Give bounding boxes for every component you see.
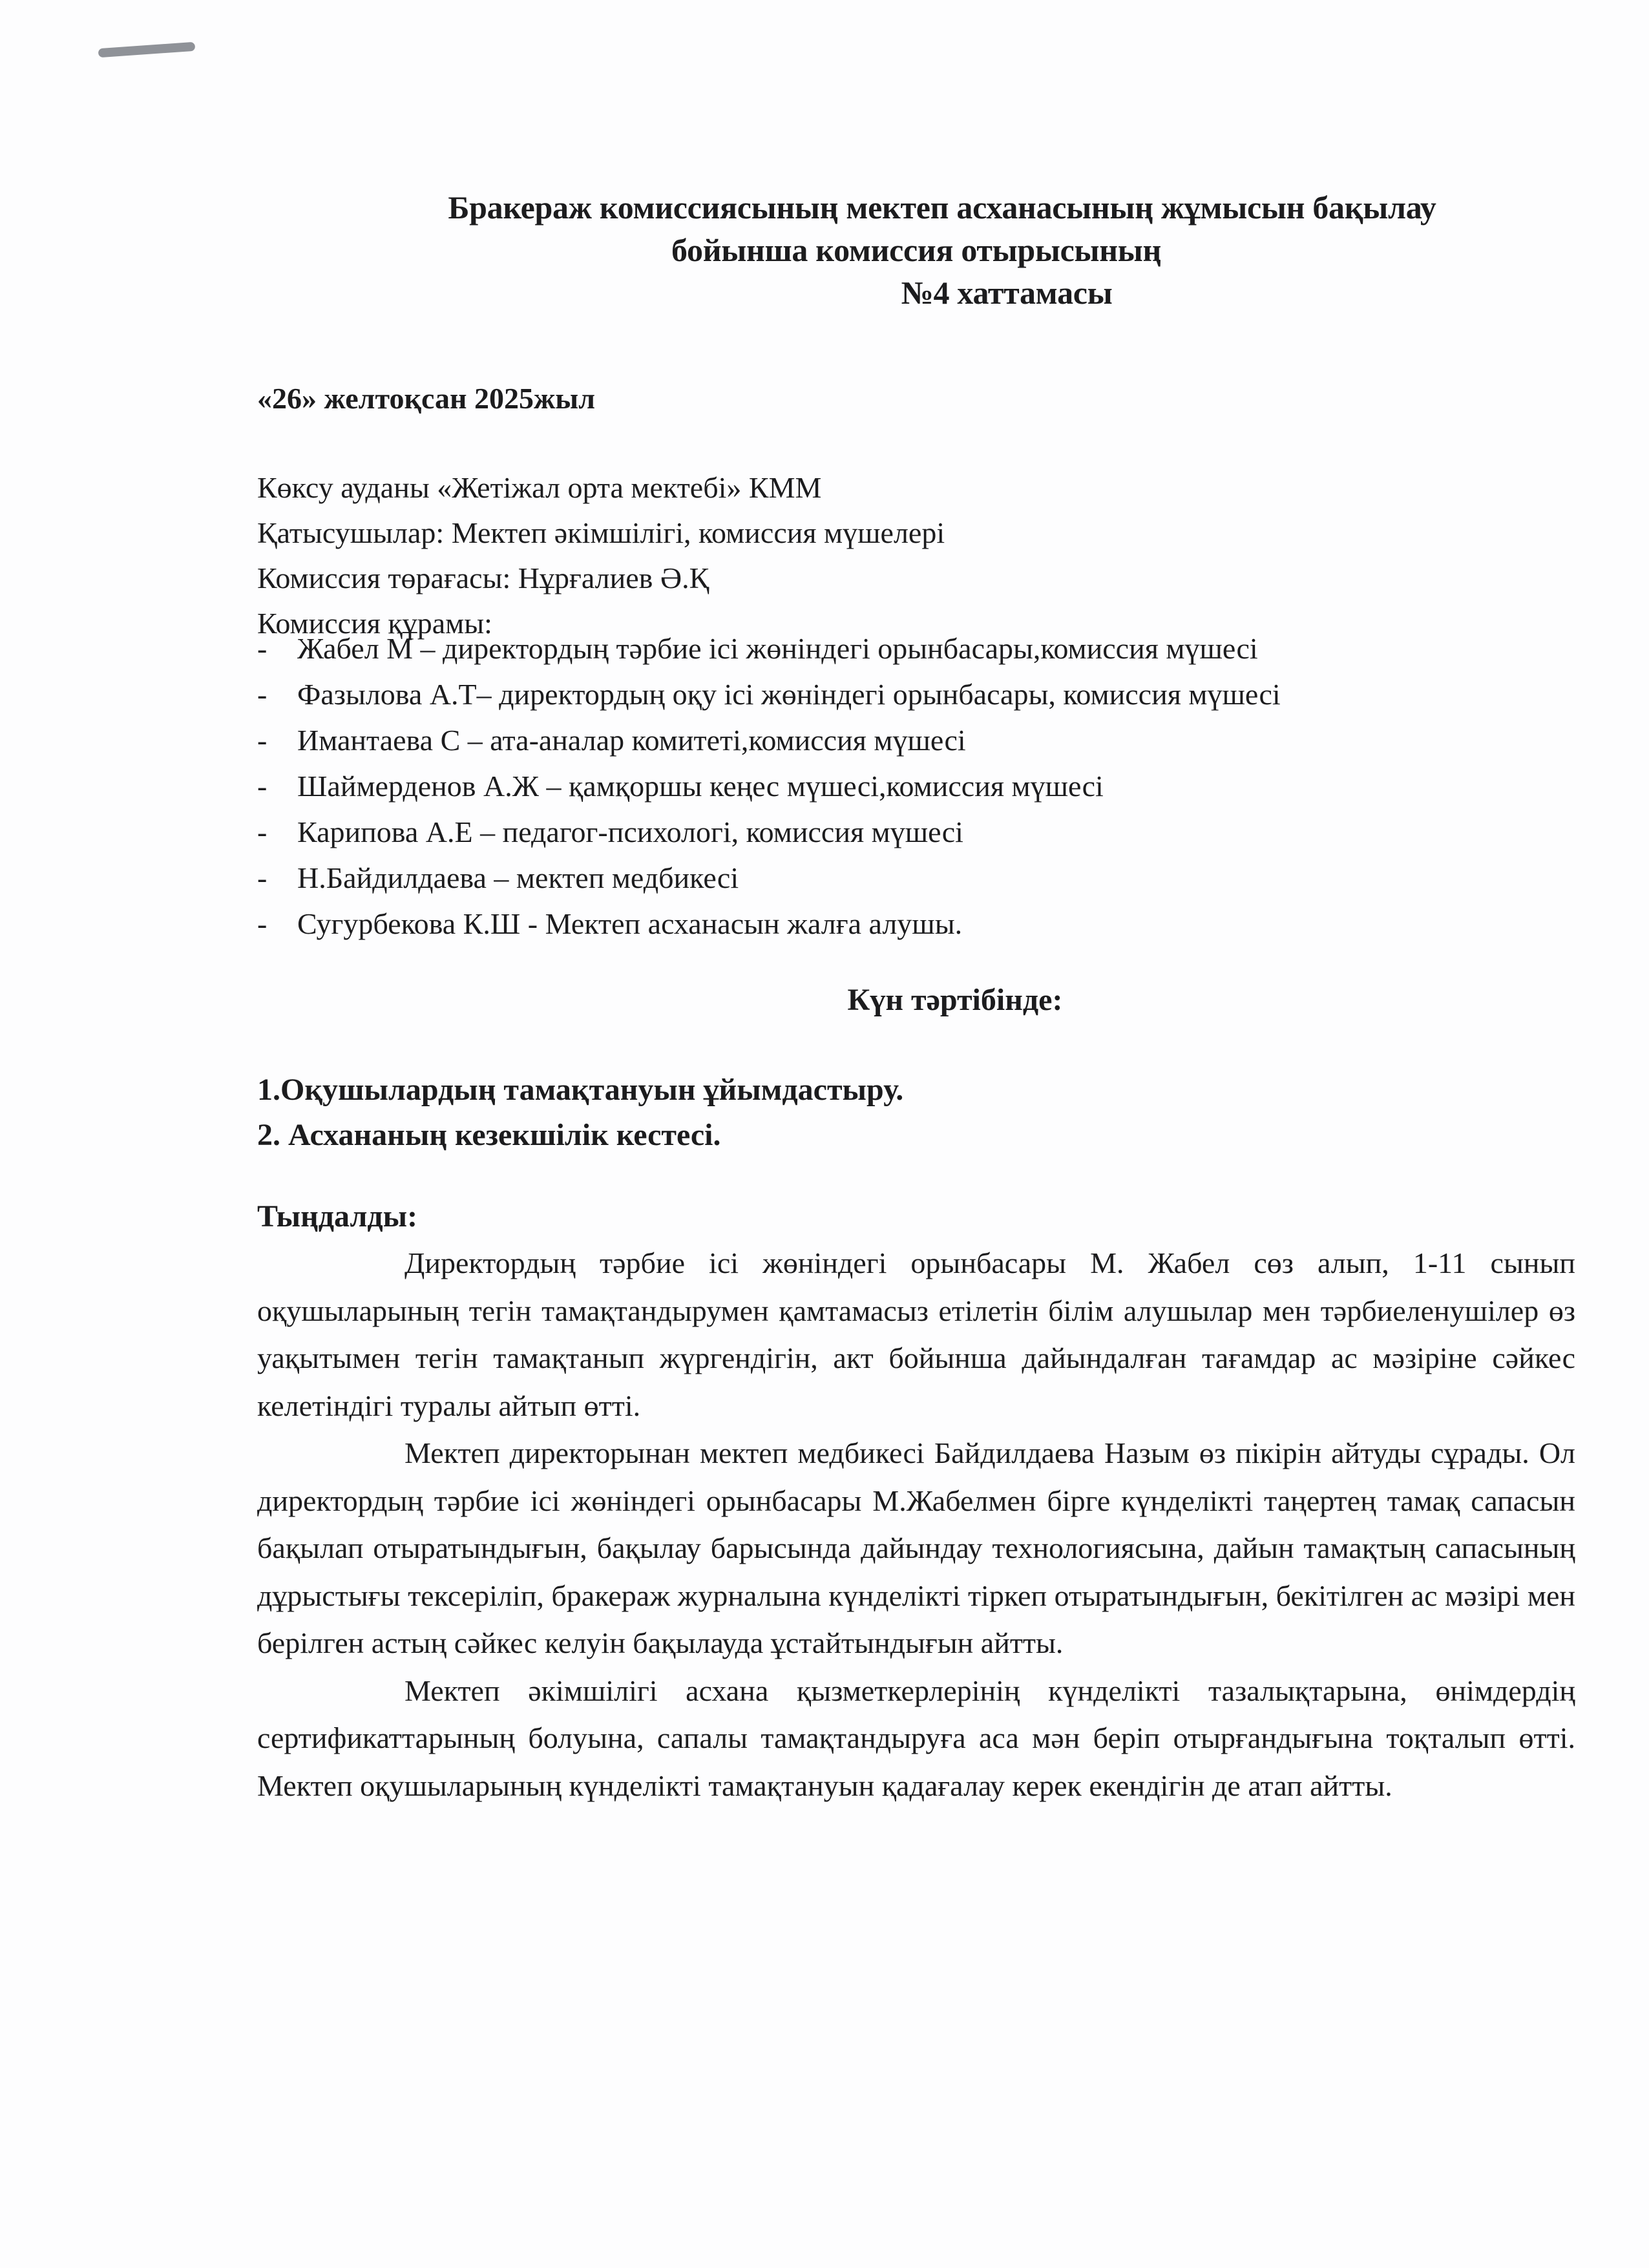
paragraph: Мектеп директорынан мектеп медбикесі Байдилдаева Назым өз пікірін айтуды сұрады. Ол директордың тәрбие ісі жөніндегі орынбасары М.Жабелмен бірге күнделікті таңертең тамақ сапасын бақылап отыратындығын, бақылау барысында дайындау технологиясына, дайын тамақтың сапасының дұрыстығы тексеріліп, бракераж журналына күнделікті тіркеп отыратындығын, бекітілген ас мәзірі мен берілген астың сәйкес келуін бақылауда ұстайтындығын айтты. — [257, 1436, 1575, 1659]
bullet-dash: - — [257, 632, 268, 665]
bullet-dash: - — [257, 770, 268, 803]
member-text: Фазылова А.Т– директордың оқу ісі жөніндегі орынбасары, комиссия мүшесі — [297, 678, 1281, 711]
bullet-dash: - — [257, 678, 268, 711]
list-item — [257, 855, 1281, 901]
chairman: Комиссия төрағасы: Нұрғалиев Ә.Қ — [257, 562, 709, 594]
bullet-dash: - — [257, 815, 268, 848]
participants: Қатысушылар: Мектеп әкімшілігі, комиссия мүшелері — [257, 516, 945, 549]
protocol-date: «26» желтоқсан 2025жыл — [257, 382, 596, 415]
member-text: Сугурбекова К.Ш - Мектеп асханасын жалға алушы. — [297, 907, 963, 940]
member-text: Карипова А.Е – педагог-психологі, комиссия мүшесі — [297, 815, 963, 848]
bullet-dash: - — [257, 907, 268, 940]
agenda-list — [257, 1067, 903, 1158]
member-text: Шаймерденов А.Ж – қамқоршы кеңес мүшесі,комиссия мүшесі — [297, 770, 1104, 803]
title-line-1: Бракераж комиссиясының мектеп асханасының жұмысын бақылау — [448, 189, 1436, 226]
paragraph: Мектеп әкімшілігі асхана қызметкерлерінің күнделікті тазалықтарына, өнімдердің сертификаттарының болуына, сапалы тамақтандыруға аса мән беріп отырғандығына тоқталып өтті. Мектеп оқушыларының күнделікті тамақтануын қадағалау керек екендігін де атап айтты. — [257, 1674, 1575, 1802]
heard-heading: Тыңдалды: — [257, 1199, 418, 1234]
list-item — [257, 671, 1281, 717]
agenda-item: 1.Оқушылардың тамақтануын ұйымдастыру. — [257, 1073, 904, 1107]
scan-pen-mark — [98, 42, 196, 58]
title-line-3: №4 хаттамасы — [901, 275, 1113, 311]
list-item — [257, 809, 1281, 855]
minutes-body — [257, 1239, 1575, 1809]
list-item — [257, 901, 1281, 947]
paragraph: Директордың тәрбие ісі жөніндегі орынбасары М. Жабел сөз алып, 1-11 сынып оқушыларының тегін тамақтандырумен қамтамасыз етілетін білім алушылар мен тәрбиеленушілер өз уақытымен тегін тамақтанып жүргендігін, акт бойынша дайындалған тағамдар ас мәзіріне сәйкес келетіндігі туралы айтып өтті. — [257, 1246, 1575, 1422]
member-text: Имантаева С – ата-аналар комитеті,комиссия мүшесі — [297, 724, 966, 757]
agenda-item: 2. Асхананың кезекшілік кестесі. — [257, 1118, 721, 1152]
document-title — [257, 186, 1575, 314]
members-heading: Комиссия құрамы: — [257, 607, 492, 640]
meeting-info — [257, 465, 945, 646]
bullet-dash: - — [257, 861, 268, 894]
list-item — [257, 763, 1281, 809]
members-list — [257, 625, 1281, 947]
list-item — [257, 717, 1281, 763]
agenda-heading: Күн тәртібінде: — [847, 983, 1063, 1017]
member-text: Жабел М – директордың тәрбие ісі жөніндегі орынбасары,комиссия мүшесі — [297, 632, 1258, 665]
list-item — [257, 625, 1281, 671]
organization: Көксу ауданы «Жетіжал орта мектебі» КММ — [257, 471, 822, 504]
bullet-dash: - — [257, 724, 268, 757]
member-text: Н.Байдилдаева – мектеп медбикесі — [297, 861, 739, 894]
title-line-2: бойынша комиссия отырысының — [671, 232, 1162, 268]
